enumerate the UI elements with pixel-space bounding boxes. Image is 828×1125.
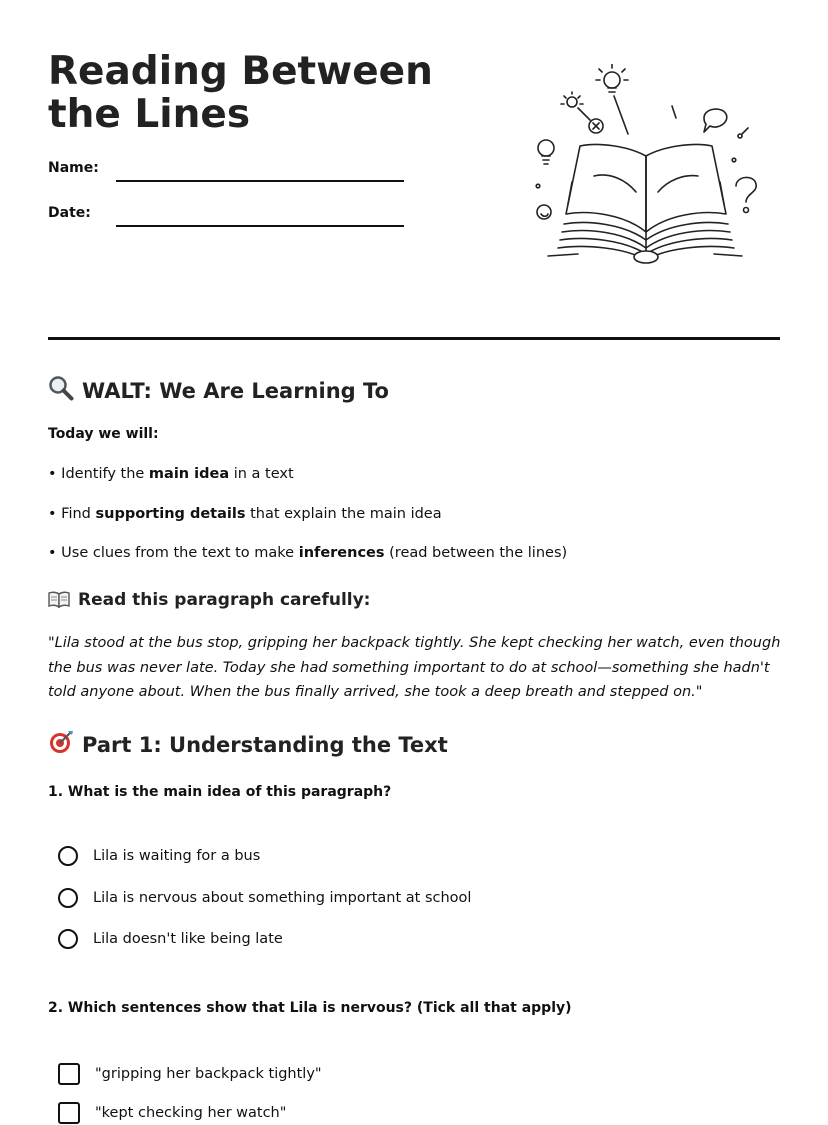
walt-bullet: • Identify the main idea in a text [48,466,294,482]
option-label: "gripping her backpack tightly" [95,1066,322,1082]
date-field[interactable] [116,225,404,227]
target-icon [48,729,74,760]
open-book-lightbulb-illustration [528,64,764,270]
name-field[interactable] [116,180,404,182]
walt-lead: Today we will: [48,426,159,442]
question-2-option-2[interactable] [58,1101,286,1125]
checkbox[interactable] [58,1102,80,1124]
page-title: Reading Between the Lines [48,49,433,137]
question-1-option-3[interactable] [58,927,283,951]
magnifying-glass-icon [48,375,74,406]
radio-button[interactable] [58,888,78,908]
reading-paragraph: "Lila stood at the bus stop, gripping her backpack tightly. She kept checking her watch, even though the bus was never late. Today she had something important to do at school—something she hadn't told anyone about. When the bus finally arrived, she took a deep breath and stepped on." [48,635,781,700]
radio-button[interactable] [58,846,78,866]
reading-heading: Read this paragraph carefully: [48,590,370,613]
section-divider [48,337,780,340]
walt-bullet: • Find supporting details that explain the main idea [48,506,442,522]
question-2-option-1[interactable] [58,1062,322,1086]
checkbox[interactable] [58,1063,80,1085]
question-1-option-2[interactable] [58,886,471,910]
open-book-icon [48,590,70,613]
date-label: Date: [48,205,91,221]
radio-button[interactable] [58,929,78,949]
question-1: 1. What is the main idea of this paragraph? [48,784,392,800]
walt-bullet: • Use clues from the text to make inferences (read between the lines) [48,545,568,561]
question-1-option-1[interactable] [58,844,260,868]
option-label: "kept checking her watch" [95,1105,287,1121]
walt-heading: WALT: We Are Learning To [48,375,389,406]
name-label: Name: [48,160,99,176]
option-label: Lila doesn't like being late [93,931,283,947]
option-label: Lila is nervous about something important at school [93,890,472,906]
part1-heading: Part 1: Understanding the Text [48,729,448,760]
question-2: 2. Which sentences show that Lila is nervous? (Tick all that apply) [48,1000,572,1016]
option-label: Lila is waiting for a bus [93,848,261,864]
